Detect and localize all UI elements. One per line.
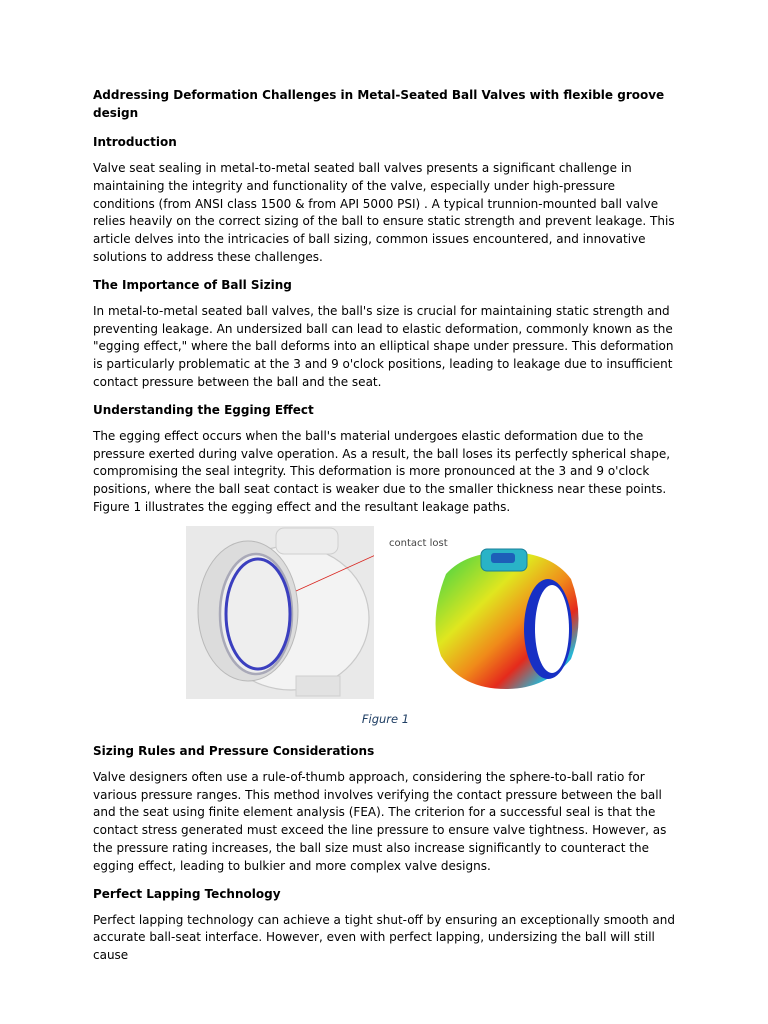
figure-caption: Figure 1	[361, 711, 410, 726]
paragraph-ball-sizing: In metal-to-metal seated ball valves, the ball's size is crucial for maintaining static strength and preventing leakage. An undersized ball can lead to elastic deformation, commonly known as the "egging effect," where the ball deforms into an elliptical shape under pressure. This deformation is particularly problematic at the 3 and 9 o'clock positions, leading to leakage due to insufficient contact pressure between the ball and the seat.	[93, 303, 674, 389]
paragraph-sizing-rules: Valve designers often use a rule-of-thumb approach, considering the sphere-to-ball ratio for various pressure ranges. This method involves verifying the contact pressure between the ball and the seat using finite element analysis (FEA). The criterion for a successful seal is that the contact stress generated must exceed the line pressure to ensure valve tightness. However, as the pressure rating increases, the ball size must also increase significantly to counteract the egging effect, leading to bulkier and more complex valve designs.	[93, 769, 667, 873]
paragraph-lapping: Perfect lapping technology can achieve a tight shut-off by ensuring an exceptionally smooth and accurate ball-seat interface. However, even with perfect lapping, undersizing the ball will still cause	[93, 912, 675, 963]
figure-1	[93, 526, 678, 703]
paragraph-introduction: Valve seat sealing in metal-to-metal seated ball valves presents a significant challenge in maintaining the integrity and functionality of the valve, especially under high-pressure conditions (from ANSI class 1500 & from API 5000 PSI) . A typical trunnion-mounted ball valve relies heavily on the correct sizing of the ball to ensure static strength and prevent leakage. This article delves into the intricacies of ball sizing, common issues encountered, and innovative solutions to address these challenges.	[93, 161, 675, 264]
heading-lapping: Perfect Lapping Technology	[93, 886, 281, 901]
document-title: Addressing Deformation Challenges in Metal-Seated Ball Valves with flexible groove design	[93, 88, 665, 120]
figure-callout: contact lost	[389, 537, 448, 549]
ball-valve-3d-illustration	[186, 526, 374, 699]
heading-egging-effect: Understanding the Egging Effect	[93, 402, 314, 417]
heading-introduction: Introduction	[93, 135, 177, 149]
document-page	[93, 86, 678, 974]
paragraph-egging-effect: The egging effect occurs when the ball's material undergoes elastic deformation due to the pressure exerted during valve operation. As a result, the ball loses its perfectly spherical shape, compromising the seal integrity. This deformation is more pronounced at the 3 and 9 o'clock positions, where the ball seat contact is weaker due to the smaller thickness near these points. Figure 1 illustrates the egging effect and the resultant leakage paths.	[93, 428, 671, 514]
heading-ball-sizing: The Importance of Ball Sizing	[93, 277, 292, 292]
fea-deformation-plot	[426, 544, 586, 694]
heading-sizing-rules: Sizing Rules and Pressure Considerations	[93, 743, 375, 758]
